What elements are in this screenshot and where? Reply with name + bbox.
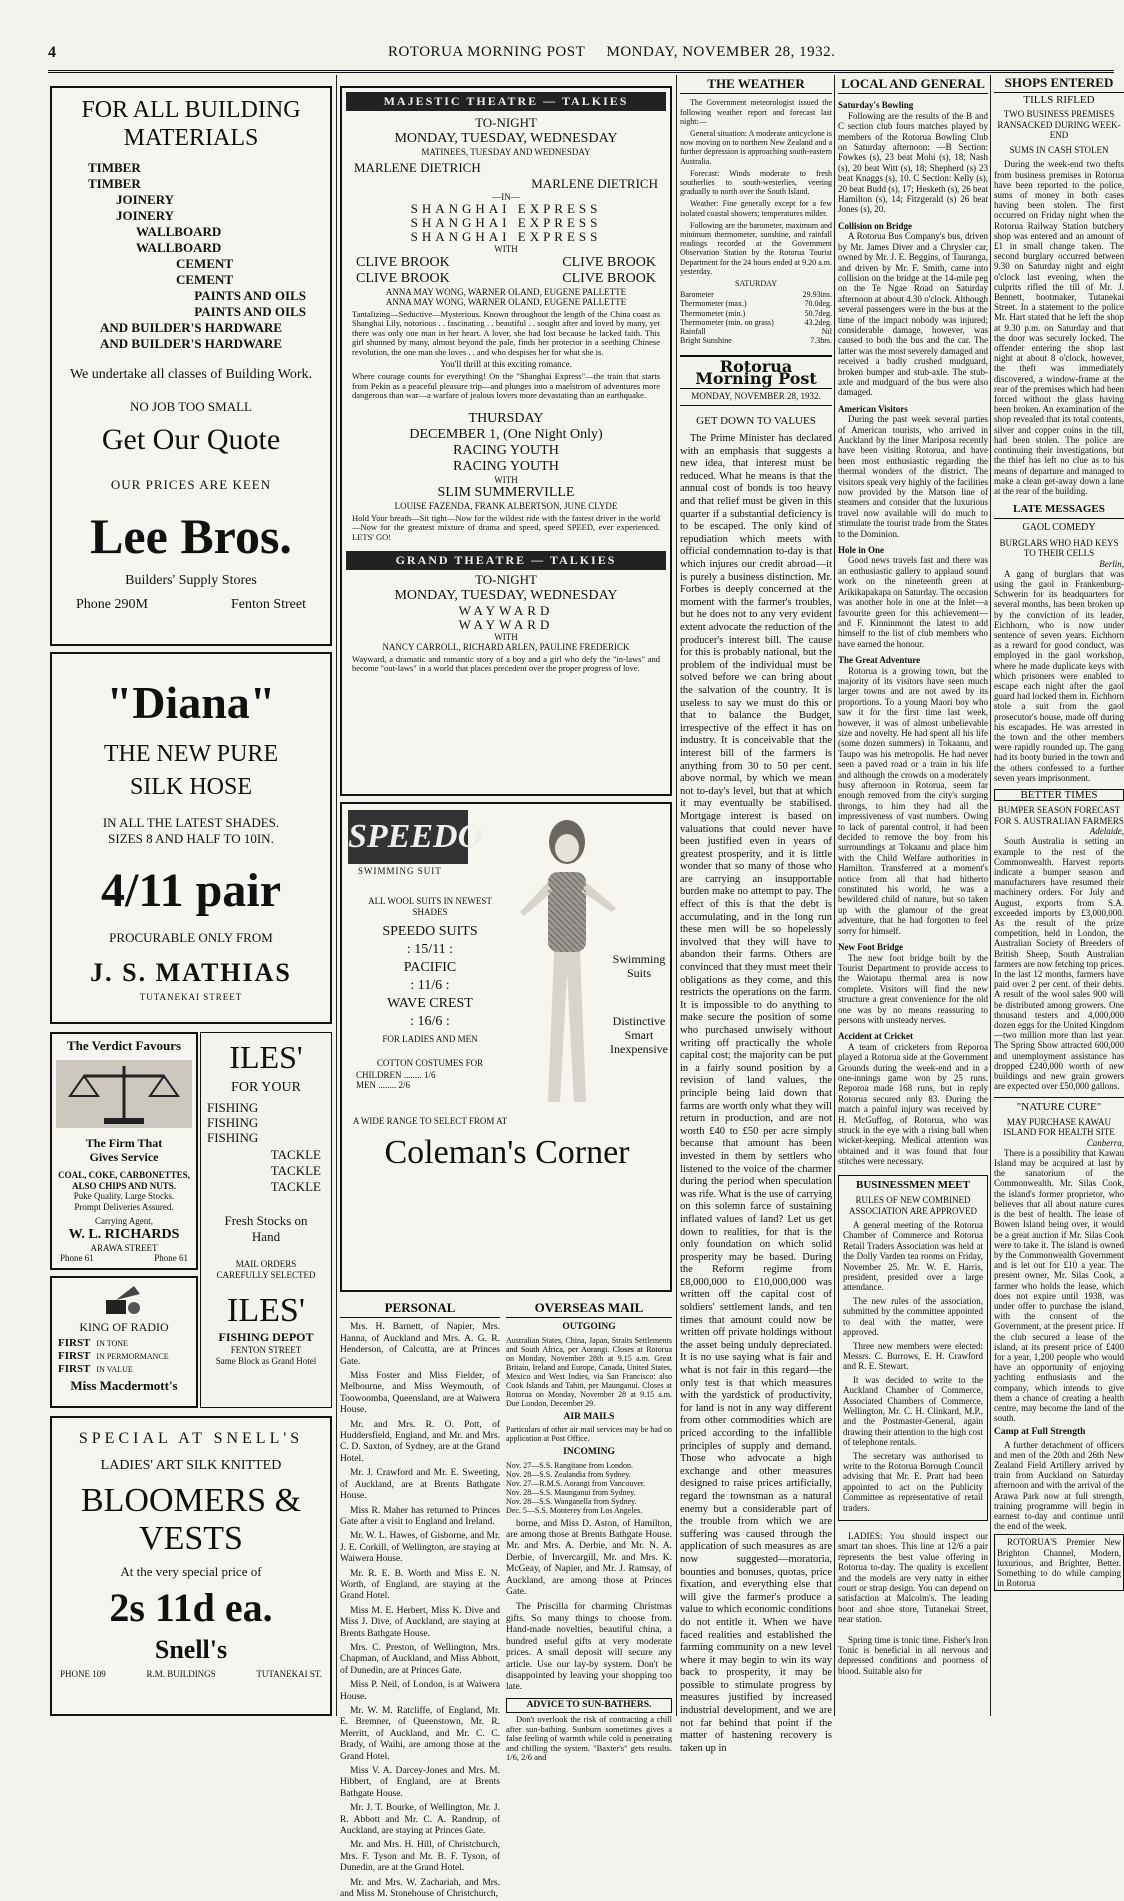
better-text: South Australia is setting an example to the rest of the Commonwealth. Harvest reports indicate a bumper season and manufacturers have resumed their machinery orders. For July and August, exports from S.A. exceeded imports by £3,000,000. As the result of the prize competition, held in London, the Australian Society of Breeders of British Sheep, South Australian farmers are now fetching top prices. In the last 12 months, farmers have paid over 2 per cent. of their debts. A result of the wool sales 900 will be distributed among growers. One thousand testers and 4,000,000 dozen eggs for the United Kingdom—two million more than last year. The Spring Show attracted 600,000 and unemployment assistance has dropped £240,000 worth of new buildings and new grain growers are expected over £50,000 gallons. — [994, 836, 1124, 1092]
brook: CLIVE BROOK — [562, 254, 656, 270]
incoming-item: Nov. 28—S.S. Maunganui from Sydney. — [506, 1487, 636, 1497]
masthead: ROTORUA MORNING POST — [388, 44, 586, 60]
reading-value: 43.2deg. — [804, 317, 832, 327]
column-rule — [676, 75, 677, 1716]
incoming-list — [506, 1461, 672, 1515]
ladies-knitted: LADIES' ART SILK KNITTED — [100, 1458, 282, 1473]
burglars: BURGLARS WHO HAD KEYS TO THEIR CELLS — [999, 537, 1119, 559]
local-text: A Rotorua Bus Company's bus, driven by Mr. James Diver and a Chrysler car, owned by Mr. J. E. Beggins, of Tauranga, and driven by Mr. F. Smith, came into collision on the bridge at the 14-mile peg on the Te Ngae Road on Saturday afternoon at about 4.30 o'clock. Although several passengers were in the bus at the time of the impact nobody was injured; considerable damage, however, was caused to both the bus and the car. The latter was the most severely damaged and received a badly crushed mudguard, broken bumper and stub-axle. The stub-axle and mudguard of the bus were also damaged. — [838, 231, 988, 398]
material-item: JOINERY — [116, 192, 175, 207]
colemans-corner: Coleman's Corner — [384, 1134, 630, 1171]
ad-radio — [50, 1276, 198, 1408]
adelaide: Adelaide, — [1089, 826, 1124, 837]
businessmen-title: BUSINESSMEN MEET — [855, 1178, 970, 1191]
material-item: CEMENT — [176, 272, 234, 287]
personal-item: Miss Foster and Miss Fielder, of Melbourne, and Miss Weymouth, of Toowoomba, Queensland, are at Waiwera House. — [340, 1371, 500, 1416]
local-column — [838, 76, 988, 1716]
snell-price: 2s 11d ea. — [109, 1585, 273, 1630]
summerville: SLIM SUMMERVILLE — [437, 485, 575, 501]
nature-sub: MAY PURCHASE KAWAU ISLAND FOR HEALTH SITE — [1003, 1116, 1115, 1138]
incoming-item: Nov. 28—S.S. Zealandia from Sydney. — [506, 1469, 631, 1479]
brook-row-1 — [342, 255, 670, 271]
radio-rows — [52, 1335, 196, 1378]
weather-following: Following are the barometer, maximum and minimum thermometer, sunshine, and rainfall readings recorded at the Government Observation Station by the Rotorua Tourist Department for the 24 hours ended at 9.20 a.m. yesterday. — [680, 220, 832, 276]
column-rule — [990, 75, 991, 1716]
racing-blurb: Hold Your breath—Sit tight—Now for the wildest ride with the fastest driver in the world—Now for the greatest mixture of drama and speed, speed SPEED, ever experienced. LETS' GO! — [352, 512, 660, 542]
local-heading: Collision on Bridge — [838, 220, 913, 231]
local-heading: Hole in One — [838, 545, 885, 556]
businessmen-para: The new rules of the association, submitted by the committee appointed to deal with the matter, were approved. — [843, 1295, 983, 1338]
reading-row — [680, 318, 832, 327]
radio-quality: IN PERMORMANCE — [96, 1352, 169, 1361]
material-item: WALLBOARD — [136, 240, 222, 255]
in-label: —IN— — [492, 191, 520, 202]
sizes: SIZES 8 AND HALF TO 10IN. — [108, 831, 274, 846]
firm-service: The Firm That Gives Service — [85, 1136, 163, 1164]
personal-item: Mr. W. M. Ratcliffe, of England, Mr. E. Bremner, of Queenstown, Mr. R. Merritt, of Auckland, and Mr. C. C. Brady, of Waihi, are among those at the Grand Hotel. — [340, 1706, 500, 1762]
sums-cash: SUMS IN CASH STOLEN — [1009, 144, 1109, 155]
masthead2-date: MONDAY, NOVEMBER 28, 1932. — [680, 389, 832, 405]
radio-row — [58, 1337, 190, 1350]
personal-item: Miss R. Maher has returned to Princes Gate after a visit to England and Ireland. — [340, 1505, 500, 1527]
courage-blurb: Where courage counts for everything! On the "Shanghai Express"—the train that starts from Pekin as a peaceful pleasure trip—and plunges into a maelstrom of adventures more dangerous than war—a warfare of jealous lovers more devastating than an earthquake. — [352, 370, 660, 401]
weather-title: THE WEATHER — [680, 76, 832, 94]
reading-value: 70.0deg. — [804, 299, 832, 309]
outgoing-text: Australian States, China, Japan, Straits Settlements and South Africa, per Aorangi. Closes at Rotorua on Monday, November 28th at 9.15 a.m. Great Britain, Ireland and Europe, Canada, United States, Mexico and West Indies, via San Francisco: also Cook Islands and Tahiti, per Maunganui. Closes at Rotorua on Monday, November 28 at 9.15 a.m. Due London, December 29. — [506, 1335, 672, 1408]
new-pure: THE NEW PURE — [103, 741, 279, 767]
personal-item: Mrs. H. Barnett, of Napier, Mrs. Hanna, of Auckland and Mrs. A. G. R. Henderson, of Calcutta, are at Princes Gate. — [340, 1322, 500, 1367]
wide-range: A WIDE RANGE TO SELECT FROM AT — [352, 1116, 508, 1126]
editorial-para: The Prime Minister has declared with an emphasis that suggests a new idea, that interest must be reduced. What he means is that the annual cost of bonds is too heavy and that relief must be given in this quarter if a substantial deficiency is to be escaped. The only kind of repudiation which meets with official condemnation to-day is that which injures our credit abroad—it is purely a business distinction. Mr. Forbes is deeply concerned at the moment with the farmer's troubles, but he does not to any very evident extent advocate the reduction of the producer's interest bill. The cause for this is probably national, but the problem of the individual must be solved before we can bring about the salvation of the country. It is useless to say we must do this or that to balance the Budget, irrespective of the effect it has on industry. It is conceivable that the interest bill of the farmers is anything from 30 to 50 per cent. above normal, by which we mean not to-day's level, but that at which it may eventually be stabilised. Mortgage interest is based on valuations that could never have been justified even in years of greatest prosperity, and it is little wonder that so many of those who are carrying an insupportable burden make no attempt to pay. The effect of this is that the debt is accumulating, and in the long run these men will be so hopelessly involved that they will have to abandon their farms. Others are convinced that they must meet their obligations as they come, and this restricts the operations on the farm. It is impossible to do anything to make secure the position of some who purchased unwisely without writing off practically the whole capital cost; the majority can be put in a fairly sound position by a revision of land values, the principle being laid down that farms are worth only what they will return in production, and are not worth £40 to £50 per acre simply because that amount has been invested in them by settlers who listened to the voice of the charmer during the period when speculation was rife. What is the use of carrying on this solemn farce of sustaining inflated values of land? Let us get down to realities, for that is the only foundation on which solid prosperity may be based. During the Reform regime from £8,000,000 to £10,000,000 was written off the capital cost of soldiers' settlement lands, and ten times that amount could now be written off private holdings without the asset being unduly depreciated. It is no use saying what is fair and what is not fair in this regard—the only test is that which measures with the yardstick of productivity, for land is not in any way different from other commodities which are priced according to the infallible principles of supply and demand. Those who advocate a high exchange and other measures designed to raise prices artificially, regard the townsman as a natural enemy but a considerable part of the trouble from which we are suffering was caused through the application of such measures as are now suggested—moratoria, bounties and bonuses, quotas, price fixation, and everything else that will give the farmer's produce a value to which economic conditions do not entitle it. When we have faced realities and established the farming community on a new level where it may begin to win its way back to prosperity, it may be possible to stimulate progress by measures justified by increased industrial development, and we are not far behind that point if the matter of hastening recovery is taken up in — [680, 433, 833, 1754]
snell-shop: Snell's — [154, 1635, 228, 1664]
advice-title: ADVICE TO SUN-BATHERS. — [506, 1698, 672, 1713]
page-header — [0, 30, 1114, 72]
masthead-name: Rotorua Morning Post — [695, 357, 817, 388]
brook: CLIVE BROOK — [356, 270, 450, 286]
side-distinct: Distinctive Smart Inexpensive — [610, 1014, 668, 1056]
editorial-body — [680, 433, 832, 1755]
local-heading: American Visitors — [838, 403, 908, 414]
personal-item: Mr. and Mrs. H. Hill, of Christchurch, Mrs. F. Tyson and Mr. B. F. Tyson, of Dunedin, are at the Grand Hotel. — [340, 1840, 500, 1874]
incoming-item: Dec. 5—S.S. Monterey from Los Angeles. — [506, 1505, 643, 1515]
material-item: AND BUILDER'S HARDWARE — [99, 336, 283, 351]
wave-crest: WAVE CREST — [387, 996, 473, 1011]
nature-title: "NATURE CURE" — [994, 1097, 1124, 1112]
supply-stores: Builders' Supply Stores — [125, 573, 257, 588]
side-swim: Swimming Suits — [612, 952, 666, 980]
tackle-item: TACKLE — [270, 1147, 321, 1162]
price-1: : 15/11 : — [406, 942, 454, 957]
weather-report — [680, 98, 832, 345]
personal-item: Mr. and Mrs. R. O. Pott, of Huddersfield, England, and Mr. and Mrs. C. D. Saxton, of Sydney, are at the Grand Hotel. — [340, 1419, 500, 1464]
businessmen-para: Three new members were elected: Messrs. C. Burrows, E. H. Crawford and R. E. Stewart. — [843, 1340, 983, 1372]
material-item: PAINTS AND OILS — [194, 288, 306, 303]
cast-2: ANNA MAY WONG, WARNER OLAND, EUGENE PALLETTE — [385, 297, 627, 307]
scales-illustration-icon — [52, 1056, 196, 1132]
reading-value: 29.93ins. — [802, 290, 832, 300]
richards: W. L. RICHARDS — [68, 1226, 180, 1242]
premier-ad: ROTORUA'S Premier New Brighton Channel, Modern, luxurious, and Brighter, Better. Something to do while camping in Rotorua — [994, 1534, 1124, 1591]
camp-text: A further detachment of officers and men of the 20th and 26th New Zealand Field Artillery arrived by train from Auckland on Saturday afternoon and with the arrival of the Arawa Park now at full strength, training programme will begin in earnest to-day and continue until the end of the week. — [994, 1439, 1124, 1532]
incoming-item: Nov. 27—S.S. Rangitane from London. — [506, 1460, 634, 1470]
fishing-item: FISHING — [207, 1100, 259, 1115]
price-3: : 16/6 : — [410, 1014, 450, 1029]
tackle-item: TACKLE — [270, 1179, 321, 1194]
material-item: PAINTS AND OILS — [194, 304, 306, 319]
ad-speedo — [340, 802, 672, 1292]
diana-brand: "Diana" — [106, 677, 276, 728]
racing-2: RACING YOUTH — [453, 458, 559, 474]
phone-right: Phone 61 — [154, 1253, 188, 1263]
ad-title: FOR ALL BUILDING MATERIALS — [81, 97, 301, 151]
prompt: Prompt Deliveries Assured. — [74, 1201, 174, 1212]
tutanekai: TUTANEKAI STREET — [139, 992, 243, 1002]
get-quote: Get Our Quote — [101, 423, 281, 456]
price-2: : 11/6 : — [410, 978, 450, 993]
reading-label: Thermometer (min.) — [680, 308, 746, 318]
reading-row — [680, 336, 832, 345]
local-text: During the past week several parties of American tourists, who arrived in Auckland by the liner Mariposa recently have been visiting Rotorua, and have been most enthusiastic regarding the thermal wonders of the district. The visitors speak very highly of the facilities now provided by the Matson line of steamers and consider that the luxurious travel now available will do much to stimulate the tourist trade from the States to the Dominion. — [838, 414, 988, 539]
camp-title: Camp at Full Strength — [994, 1427, 1086, 1438]
iles-name: ILES' — [229, 1039, 303, 1075]
incoming-item: Nov. 27—R.M.S. Aorangi from Vancouver. — [506, 1478, 646, 1488]
matinees: MATINEES, TUESDAY AND WEDNESDAY — [421, 147, 591, 157]
price: 4/11 pair — [100, 864, 282, 917]
men: MEN ........ 2/6 — [356, 1080, 410, 1090]
personal-item: Mr. W. L. Hawes, of Gisborne, and Mr. J. E. Corkill, of Wellington, are staying at Waiwera House. — [340, 1531, 500, 1565]
radio-row — [58, 1350, 190, 1363]
overseas-more: borne, and Miss D. Aston, of Hamilton, are among those at Brents Bathgate House. Mr. and Mrs. A. Derbie, and Mr. N. A. Derbie, of Invercargill, Mr. and Mrs. K. McGeay, of Napier, and Mr. J. Ramsay, of Auckland, are among those at Princes Gate. — [506, 1518, 672, 1598]
local-text: The new foot bridge built by the Tourist Department to provide access to the Waiotapu thermal area is now complete. Visitors will find the new structure a great convenience for the old one was by no means reassuring to persons with unsteady nerves. — [838, 952, 988, 1025]
gaol-comedy: GAOL COMEDY — [1022, 522, 1096, 534]
brook: CLIVE BROOK — [356, 254, 450, 270]
contact-row — [52, 597, 330, 613]
shops-column — [994, 76, 1124, 1716]
masthead-2 — [680, 355, 832, 389]
masthead-date — [388, 44, 835, 61]
cast3: NANCY CARROLL, RICHARD ARLEN, PAULINE FREDERICK — [382, 642, 630, 653]
personal-item: Miss P. Neil, of London, is at Waiwera House. — [340, 1680, 500, 1702]
ad-theatres — [340, 86, 672, 796]
radio-first: FIRST — [58, 1337, 91, 1349]
days-2: MONDAY, TUESDAY, WEDNESDAY — [394, 587, 618, 603]
ad-diana-hose — [50, 652, 332, 1024]
reading-label: Bright Sunshine — [680, 336, 732, 346]
saturday: SATURDAY — [735, 279, 777, 289]
reading-value: Nil — [821, 327, 832, 337]
local-text: Rotorua is a growing town, but the majority of its visitors have seen much larger towns and are not awed by its proportions. To a young Maori boy who saw it for the first time last week, however, it was of almost unbelievable size and novelty. He had spent all his life (some dozen summers) in Tokaanu, and Taupo was his metropolis. He had never seen a paved road or a train in his life and although the crowds on a moderately busy afternoon in Rotorua, seem far enough removed from the city's surging throngs, to him they had all the impressiveness of vast numbers. Owing to lack of parental control, it had been decided to remove the boy from his surroundings at Tokaanu and place him with the Child Welfare authorities in Hamilton. Transferred at a moment's notice from all that had hitherto constituted his world, he was a bewildered child of nature, but so taken up with the glamour of the great adventure, that he had forgotten to feel sorry for himself. — [838, 665, 988, 936]
fishing-item: FISHING — [207, 1115, 259, 1130]
tills-rifled: TILLS RIFLED — [1023, 94, 1095, 107]
shanghai-blurb: Tantalizing—Seductive—Mysterious. Known throughout the length of the China coast as Shanghai Lily, notorious . . fascinating . . beautiful . . sought after and loved by many, yet there was only one man in her heart. A lover, she had lost because he lacked faith. This girl shunned by many, almost beyond the pale, finds her protector in a seething Chinese revolution, the one man she loves . . and who despises her for what she is. — [352, 308, 660, 357]
ladies-shoes: LADIES: You should inspect our smart tan shoes. This line at 12/6 a pair represents the best value offering in Rotorua to-day. The quality is excellent and the models are very natty in either court or strap design. You can depend on satisfaction at Malcolm's. The leading boot and shoe store, Tutanekai Street, near station. — [838, 1531, 988, 1625]
snell-contact — [52, 1665, 330, 1680]
iles-name-2: ILES' — [227, 1292, 305, 1329]
late-text: A gang of burglars that was using the gaol in Frankenburg-Schwerin for its headquarters for several months, has been broken up by the conviction of its leader, Eichhorn, who is now under sentence of seven years. Eichhorn as a reward for good conduct, was employed in the gaol workshop, where he made duplicate keys with which prisoners were enabled to escape each night after the gaol guard had locked them in. Eichhorn stole a suit from the gaol prosecutor's house, made off during his escapades. He was arrested in the town and the other members were rapidly rounded up. The gang had its booty buried in the town and the others confessed to a further seven years imprisonment. — [994, 568, 1124, 783]
shops-sub: TWO BUSINESS PREMISES RANSACKED DURING WEEK-END — [997, 109, 1121, 141]
advice-text: Don't overlook the risk of contracting a chill after sun-bathing. Sunburn sometimes gives a false feeling of warmth while cold is penetrating and chilling the system. "Baxter's" gets results. 1/6, 2/6 and — [506, 1714, 672, 1763]
tonight-2: TO-NIGHT — [475, 571, 537, 587]
with-label: WITH — [494, 244, 518, 254]
for-your: FOR YOUR — [231, 1080, 301, 1095]
tonight: TO-NIGHT — [475, 115, 537, 130]
personal-item: Miss V. A. Darcey-Jones and Mrs. M. Hibbert, of England, are at Brents Bathgate House. — [340, 1766, 500, 1799]
material-item: CEMENT — [176, 256, 234, 271]
snell-phone: PHONE 109 — [60, 1669, 106, 1679]
ladies-men: FOR LADIES AND MEN — [382, 1034, 478, 1044]
column-rule — [834, 75, 835, 1716]
swimmer-illustration-icon — [512, 812, 622, 1112]
goods: COAL, COKE, CARBONETTES, ALSO CHIPS AND NUTS. — [58, 1170, 190, 1191]
stocks: Puke Quality. Large Stocks. — [73, 1191, 175, 1201]
local-heading: Accident at Cricket — [838, 1031, 913, 1042]
macdermott: Miss Macdermott's — [70, 1378, 178, 1393]
brook-row-2 — [342, 271, 670, 287]
overseas-mail — [506, 1300, 672, 1763]
prices-keen: OUR PRICES ARE KEEN — [110, 477, 272, 492]
shops-title: SHOPS ENTERED — [994, 76, 1124, 93]
incoming: INCOMING — [563, 1447, 615, 1458]
businessmen-body — [843, 1220, 983, 1513]
personal-body — [340, 1322, 500, 1900]
personal-item: Mr. J. T. Bourke, of Wellington, Mr. J. R. Abbott and Mr. C. A. Randrup, of Auckland, are staying at Princes Gate. — [340, 1803, 500, 1837]
dietrich-1: MARLENE DIETRICH — [354, 159, 481, 175]
cast2: LOUISE FAZENDA, FRANK ALBERTSON, JUNE CLYDE — [394, 501, 618, 512]
priscilla: The Priscilla for charming Christmas gifts. So many things to choose from. Hand-made novelties, beautiful china, a hundred useful gifts at very moderate prices. A small deposit will secure any article. Use our lay-by system. Don't be disappointed by leaving your shopping too late. — [506, 1602, 672, 1693]
personal-item: Miss M. E. Herbert, Miss K. Dive and Miss J. Dive, of Auckland, are staying at Brents Bathgate House. — [340, 1605, 500, 1639]
days: MONDAY, TUESDAY, WEDNESDAY — [394, 131, 618, 146]
editorial-title: GET DOWN TO VALUES — [696, 414, 816, 427]
children: CHILDREN ........ 1/6 — [356, 1070, 436, 1080]
readings-table — [680, 290, 832, 345]
procurable: PROCURABLE ONLY FROM — [109, 930, 273, 945]
dec-one: DECEMBER 1, (One Night Only) — [409, 426, 603, 442]
local-heading: Saturday's Bowling — [838, 100, 914, 111]
bloomers: BLOOMERS & — [80, 1482, 302, 1519]
thursday: THURSDAY — [468, 410, 544, 426]
phone-left: Phone 61 — [60, 1253, 94, 1263]
fishing-depot: FISHING DEPOT — [218, 1330, 314, 1344]
snell-street: TUTANEKAI ST. — [256, 1669, 322, 1679]
weather-intro: The Government meteorologist issued the following weather report and forecast last night:— — [680, 98, 832, 126]
column-rule — [336, 75, 337, 1716]
outgoing: OUTGOING — [562, 1322, 616, 1333]
spring-tonic: Spring time is tonic time. Fisher's Iron Tonic is beneficial in all nervous and depressed conditions and poorness of blood. Suitable also for — [838, 1634, 988, 1676]
radio-quality: IN TONE — [96, 1339, 128, 1348]
cast-1: ANNA MAY WONG, WARNER OLAND, EUGENE PALLETTE — [385, 286, 627, 297]
local-heading: New Foot Bridge — [838, 942, 903, 953]
page-number: 4 — [48, 44, 57, 61]
pacific: PACIFIC — [403, 960, 457, 975]
very-special: At the very special price of — [120, 1564, 262, 1579]
same-block: Same Block as Grand Hotel — [215, 1355, 317, 1366]
phone: Phone 290M — [76, 597, 148, 612]
local-text: A team of cricketers from Reporoa played a Rotorua side at the Government Grounds during the week-end and in a one-innings game won by 25 runs. Reporoa made 168 runs, but in reply Rotorua secured only 83. During the match a painful injury was received by H. McGuffog, of Rotorua, who was struck in the eye with a rising ball when wicket-keeping. Medical attention was obtained and it was found that four stitches were necessary. — [838, 1041, 988, 1167]
tackle-item: TACKLE — [270, 1163, 321, 1178]
majestic-bar: MAJESTIC THEATRE — TALKIES — [346, 92, 666, 111]
reading-label: Thermometer (max.) — [680, 299, 747, 309]
material-item: TIMBER — [88, 160, 141, 175]
reading-row — [680, 299, 832, 308]
with-3: WITH — [494, 631, 518, 642]
radio-first: FIRST — [58, 1350, 91, 1362]
carrying-agent: Carrying Agent, — [95, 1216, 153, 1226]
fresh-stocks: Fresh Stocks on Hand — [224, 1213, 308, 1244]
radio-first: FIRST — [58, 1363, 91, 1375]
businessmen-para: A general meeting of the Rotorua Chamber of Commerce and Rotorua Retail Traders Association was held at the Dolly Varden tea rooms on Friday, November 25. Mr. W. E. Harris, president, presided over a large attendance. — [843, 1220, 983, 1293]
local-text: Good news travels fast and there was an enthusiastic gallery to applaud sound work on the nineteenth green at Arikikapakapa on Saturday. The occasion was another hole in one at the Inlet—a favourite green for this achievement—and F. Kinninmont the latest to add himself to the list of club members who have earned the honour. — [838, 555, 988, 649]
street: Fenton Street — [230, 597, 306, 612]
cotton: COTTON COSTUMES FOR — [376, 1058, 484, 1068]
vests: VESTS — [139, 1520, 243, 1557]
no-job-text: NO JOB TOO SMALL — [130, 399, 252, 414]
fishing-item: FISHING — [207, 1130, 259, 1145]
wool-suits: ALL WOOL SUITS IN NEWEST SHADES — [368, 896, 492, 917]
dietrich-2: MARLENE DIETRICH — [531, 175, 658, 191]
lee-bros-logo: Lee Bros. — [90, 508, 292, 564]
verdict: The Verdict Favours — [66, 1038, 182, 1053]
late-title: LATE MESSAGES — [994, 502, 1124, 519]
local-text: Following are the results of the B and C section club fours matches played by members of the Rotorua Bowling Club on Saturday afternoon: —B Section: Fowkes (s), 23 beat Mohi (s), 18; Nash (s), 20 beat Witt (s), 18; Shepherd (s) 23 beat Knaggs (s), 10. C Section: Kelly (s), 20 beat Budd (s), 17; Hesketh (s), 26 beat Hamilton (s), 14; Fitzgerald (s) 26 beat Jones (s), 20. — [838, 110, 988, 215]
material-item: AND BUILDER'S HARDWARE — [99, 320, 283, 335]
shanghai-1: SHANGHAI EXPRESS — [410, 201, 602, 216]
phones — [52, 1253, 196, 1264]
mail-orders: MAIL ORDERS CAREFULLY SELECTED — [216, 1259, 316, 1280]
better-title: BETTER TIMES — [994, 789, 1124, 801]
reading-label: Barometer — [680, 290, 714, 300]
personal-item: Mrs. C. Preston, of Wellington, Mrs. Chapman, of Auckland, and Miss Abbott, of Dunedin, are at Princes Gate. — [340, 1642, 500, 1676]
incoming-item: Nov. 28—S.S. Wanganella from Sydney. — [506, 1496, 637, 1506]
material-item: TIMBER — [88, 176, 141, 191]
air-mails: AIR MAILS — [563, 1411, 615, 1422]
ad-snells — [50, 1416, 332, 1716]
thrill: You'll thrill at this exciting romance. — [440, 359, 572, 370]
nature-text: There is a possibility that Kawau Island may be acquired at last by the sanatorium of the Commonwealth. Mr. Silas Cook, the island's former proprietor, who believes that all about nature cures is the best of health. The lease of Bowen Island being over, it would be a great auction if Mr. Silas Cook were to take it. The island is owned by the Commonwealth Government and is let out for £10 a year. The present owner, Mr. Silas Cook, a farmer who holds the lease, which does not expire until 1938, was under offer to purchase the island, with the consent of the Government, at the present price. If the club secured a lease of the island, at its present price of £400 for a year, 1,200 people who would have an opportunity of enjoying yachting enthusiasts and the company, which intends to give them a chance of creating a health centre, may become the land of the south. — [994, 1147, 1124, 1424]
local-heading: The Great Adventure — [838, 655, 921, 666]
mathias: J. S. MATHIAS — [90, 958, 292, 987]
reading-label: Rainfall — [680, 327, 706, 337]
swimming-suit: SWIMMING SUIT — [358, 866, 442, 876]
personal-item: Mr. R. E. B. Worth and Miss E. N. Worth, of England, are staying at the Grand Hotel. — [340, 1568, 500, 1602]
air-text: Particulars of other air mail services may be had on application at Post Office. — [506, 1425, 672, 1444]
weather-situation: General situation: A moderate anticyclone is now moving on to northern New Zealand and a further depression is approaching south-eastern Australia. — [680, 129, 832, 166]
reading-row — [680, 290, 832, 299]
reading-label: Thermometer (min. on grass) — [680, 317, 774, 327]
ad-lee-bros — [50, 86, 332, 646]
businessmen-sub: RULES OF NEW COMBINED ASSOCIATION ARE APPROVED — [848, 1195, 978, 1216]
reading-value: 50.7deg. — [804, 308, 832, 318]
businessmen-para: It was decided to write to the Auckland Chamber of Commerce, Associated Chambers of Commerce, Wellington, Mr. C. H. Clinkard, M.P., and the Postmaster-General, again drawing their attention to the high cost of telephone rentals. — [843, 1374, 983, 1448]
tackle-list — [201, 1145, 331, 1195]
personal-column — [340, 1300, 500, 1900]
shops-text: During the week-end two thefts from business premises in Rotorua have been reported to the police, sums of money in both cases having been stolen. The first occurred on Friday night when the Rotorua Railway Station butchery shop was entered and an amount of £1 in small change taken. The second burglary occurred between 9.30 on Saturday night and eight o'clock last evening, when the culprits rifled the till of Mr. J. Bennett, bootmaker, Tutanekai Street. In a statement to the police Mr. Hart stated that he left the shop at 9.30 p.m. on Saturday and that the door was securely locked. The offender entering the shop last night at about 8 o'clock, however, the theft was immediately discovered, a window-frame at the rear of the premises which had been forced without the glass having been broken. An examination of the shop revealed that its total contents, silver and copper coins in the till, had been stolen. The police are continuing their investigations, but the thief has left no clue as to his means of departure and managed to make a clean get-away down a lane at the rear of the building. — [994, 159, 1124, 496]
shades: IN ALL THE LATEST SHADES. — [102, 815, 280, 830]
shanghai-3: SHANGHAI EXPRESS — [410, 229, 602, 244]
reading-row — [680, 327, 832, 336]
personal-item: Mr. and Mrs. W. Zachariah, and Mrs. and Miss M. Stonehouse of Christchurch, — [340, 1877, 500, 1900]
header-rule — [48, 70, 1114, 73]
issue-date: MONDAY, NOVEMBER 28, 1932. — [606, 44, 836, 60]
canberra: Canberra, — [1086, 1137, 1124, 1148]
shanghai-2: SHANGHAI EXPRESS — [410, 215, 602, 230]
speedo-logo: SPEEDO — [348, 810, 468, 864]
radio-row — [58, 1363, 190, 1376]
better-sub: BUMPER SEASON FORECAST FOR S. AUSTRALIAN FARMERS — [994, 805, 1124, 826]
ad-iles — [200, 1032, 332, 1408]
weather-weather: Weather: Fine generally except for a few isolated coastal showers; temperatures milder. — [680, 199, 832, 218]
silk-hose: SILK HOSE — [129, 774, 252, 800]
wayward-blurb: Wayward, a dramatic and romantic story of a boy and a girl who defy the "in-laws" and become "out-laws" in a world that places precedent over the proper progress of love. — [352, 653, 660, 674]
overseas-title: OVERSEAS MAIL — [506, 1300, 672, 1318]
businessmen-box — [838, 1175, 988, 1521]
king-radio: KING OF RADIO — [79, 1320, 169, 1334]
personal-title: PERSONAL — [340, 1300, 500, 1318]
businessmen-para: The secretary was authorised to write to the Rotorua Borough Council advising that Mr. E. Pratt had been appointed to act on the Publicity Committee as representative of retail traders. — [843, 1450, 983, 1513]
with-2: WITH — [494, 474, 518, 485]
arawa-st: ARAWA STREET — [90, 1242, 158, 1253]
radio-quality: IN VALUE — [96, 1365, 133, 1374]
undertake-text: We undertake all classes of Building Work. — [69, 367, 313, 382]
material-item: JOINERY — [116, 208, 175, 223]
reading-row — [680, 309, 832, 318]
special: SPECIAL AT SNELL'S — [78, 1430, 304, 1447]
materials-list — [52, 152, 330, 352]
racing-1: RACING YOUTH — [453, 442, 559, 458]
fishing-list — [201, 1096, 331, 1145]
ad-richards — [50, 1032, 198, 1270]
wayward-2: WAYWARD — [458, 616, 554, 632]
brook: CLIVE BROOK — [562, 270, 656, 286]
local-body — [838, 100, 988, 1166]
reading-value: 7.3hrs. — [810, 336, 832, 346]
grand-bar: GRAND THEATRE — TALKIES — [346, 551, 666, 570]
weather-forecast: Forecast: Winds moderate to fresh southerlies to south-westerlies, veering gradually to north over the South Island. — [680, 168, 832, 197]
speedo-suits: SPEEDO SUITS — [382, 924, 478, 939]
weather-editorial-column — [680, 76, 833, 1754]
snell-bldg: R.M. BUILDINGS — [146, 1669, 216, 1679]
personal-item: Mr. J. Crawford and Mr. E. Sweeting, of Auckland, are at Brents Bathgate House. — [340, 1468, 500, 1502]
berlin: Berlin, — [1099, 558, 1124, 569]
wayward-1: WAYWARD — [458, 602, 554, 618]
gramophone-dog-icon — [104, 1282, 144, 1318]
local-title: LOCAL AND GENERAL — [838, 76, 988, 94]
material-item: WALLBOARD — [136, 224, 222, 239]
fenton-st: FENTON STREET — [230, 1345, 302, 1355]
